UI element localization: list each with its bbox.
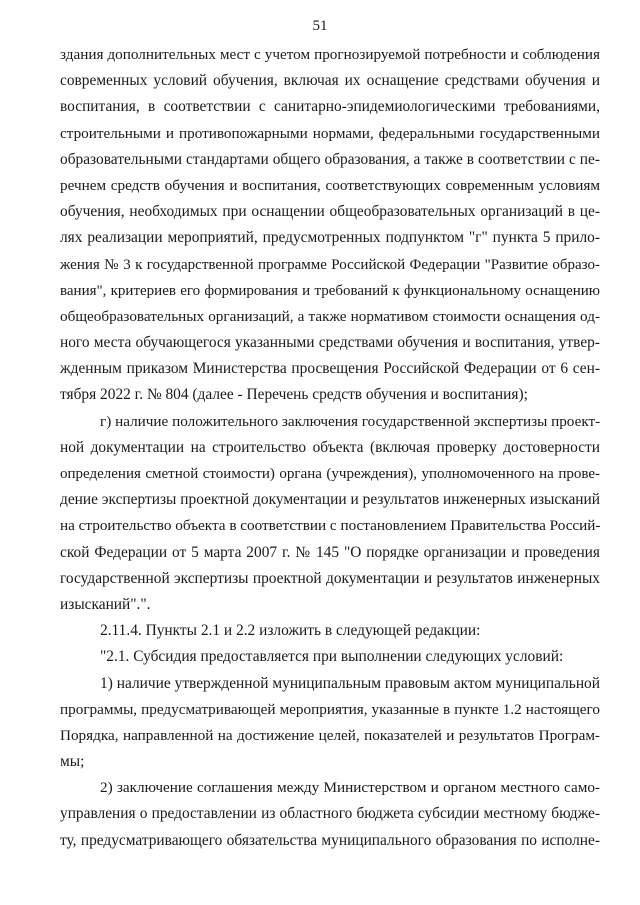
text-line: лях реализации мероприятий, предусмотренных подпунктом "г" пункта 5 прило- [60, 229, 600, 247]
text-line: обучения, необходимых при оснащении общеобразовательных организаций в це- [60, 203, 600, 221]
text-line: определения сметной стоимости) органа (учреждения), уполномоченного на прове- [60, 466, 600, 482]
text-line: воспитания, в соответствии с санитарно-эпидемиологическими требованиями, [60, 98, 600, 116]
text-line: 1) наличие утвержденной муниципальным правовым актом муниципальной [100, 674, 600, 692]
text-line: "2.1. Субсидия предоставляется при выполнении следующих условий: [100, 648, 564, 666]
text-line: управления о предоставлении из областного бюджета субсидии местному бюдже- [60, 805, 600, 823]
text-line: ту, предусматривающего обязательства муниципального образования по исполне- [60, 831, 600, 849]
text-line: жения № 3 к государственной программе Российской Федерации "Развитие образо- [60, 256, 600, 273]
text-line: ного места обучающегося указанными средствами обучения и воспитания, утвер- [60, 334, 600, 352]
text-line: строительными и противопожарными нормами, федеральными государственными [60, 124, 600, 142]
text-line: 2) заключение соглашения между Министерством и органом местного само- [100, 779, 600, 797]
page-number: 51 [312, 18, 328, 34]
text-line: здания дополнительных мест с учетом прогнозируемой потребности и соблюдения [60, 46, 600, 63]
text-line: ной документации на строительство объекта (включая проверку достоверности [60, 438, 600, 456]
text-line: на строительство объекта в соответствии с постановлением Правительства Россий- [60, 517, 601, 535]
text-line: вания", критериев его формирования и требований к функциональному оснащению [60, 282, 600, 299]
text-line: 2.11.4. Пункты 2.1 и 2.2 изложить в следующей редакции: [100, 622, 481, 640]
text-line: дение экспертизы проектной документации и результатов инженерных изысканий [60, 491, 600, 509]
text-line: речнем средств обучения и воспитания, соответствующих современным условиям [60, 176, 600, 194]
text-line: образовательными стандартами общего образования, а также в соответствии с пе- [60, 150, 600, 168]
text-line: государственной экспертизы проектной документации и результатов инженерных [60, 569, 600, 587]
text-line: мы; [60, 753, 85, 771]
text-line: программы, предусматривающей мероприятия, указанные в пункте 1.2 настоящего [60, 700, 600, 718]
text-line: г) наличие положительного заключения государственной экспертизы проект- [100, 412, 601, 430]
text-line: современных условий обучения, включая их оснащение средствами обучения и [60, 72, 600, 90]
text-line: жденным приказом Министерства просвещения Российской Федерации от 6 сен- [60, 360, 600, 378]
text-line: изысканий".". [60, 595, 151, 613]
text-line: тября 2022 г. № 804 (далее - Перечень средств обучения и воспитания); [60, 386, 528, 404]
document-body [60, 42, 600, 854]
text-line: общеобразовательных организаций, а также нормативом стоимости оснащения од- [60, 307, 600, 325]
text-line: Порядка, направленной на достижение целей, показателей и результатов Програм- [60, 726, 600, 744]
text-line: ской Федерации от 5 марта 2007 г. № 145 "О порядке организации и проведения [60, 543, 600, 561]
